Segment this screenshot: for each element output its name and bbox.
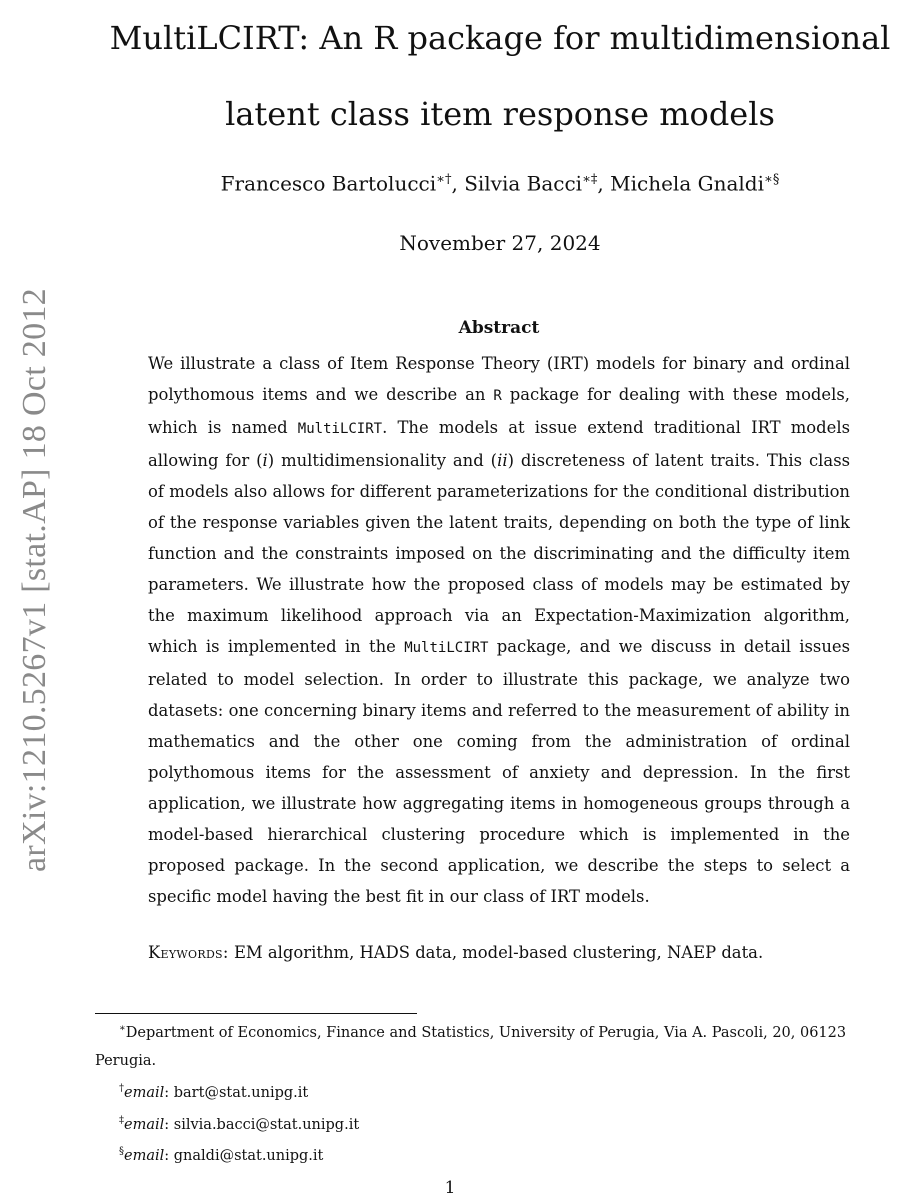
author-separator: , xyxy=(597,171,611,196)
paper-title-line1: MultiLCIRT: An R package for multidimensional xyxy=(109,19,891,57)
abstract-emphasis: i xyxy=(262,451,268,470)
abstract-emphasis: ii xyxy=(497,451,508,470)
author-marks: ∗‡ xyxy=(582,172,598,187)
page-number: 1 xyxy=(444,1178,456,1198)
paper-date: November 27, 2024 xyxy=(399,231,601,255)
footnote-email: §email: gnaldi@stat.unipg.it xyxy=(119,1146,324,1165)
paper-title xyxy=(100,0,900,152)
paper-title-line2: latent class item response models xyxy=(225,95,775,133)
abstract-heading: Abstract xyxy=(458,318,540,338)
abstract-code-r: R xyxy=(493,388,502,404)
footnote-rule xyxy=(95,1013,417,1014)
keyword: EM algorithm xyxy=(233,943,350,962)
footnotes xyxy=(95,1015,900,1170)
keywords-end: . xyxy=(757,943,764,962)
author-marks: ∗§ xyxy=(764,172,780,187)
arxiv-stamp-text: arXiv:1210.5267v1 [stat.AP] 18 Oct 2012 xyxy=(16,288,53,872)
abstract-body xyxy=(148,348,850,912)
keyword: model-based clustering xyxy=(462,943,657,962)
footnote-email: †email: bart@stat.unipg.it xyxy=(119,1082,309,1101)
abstract-text: ) discreteness of latent traits. This class of models also allows for different parameterizations for the conditional distribution of the response variables given the latent traits, depending on both the type of link function and the constraints imposed on the discriminating and the difficulty item parameters. We illustrate how the proposed class of models may be estimated by the maximum likelihood approach via an Expectation-Maximization algorithm, which is implemented in the xyxy=(148,451,851,656)
abstract-code-package: MultiLCIRT xyxy=(297,421,383,437)
abstract-text: package for dealing with these models, which is named xyxy=(148,385,850,437)
keywords xyxy=(148,937,850,968)
author-separator: , xyxy=(451,171,465,196)
abstract-code-package: MultiLCIRT xyxy=(404,640,489,656)
footnote-email: ‡email: silvia.bacci@stat.unipg.it xyxy=(119,1114,360,1133)
keyword-separator: , xyxy=(656,943,667,962)
abstract-text: . The models at issue extend traditional IRT models allowing for ( xyxy=(148,418,850,470)
footnote-affiliation-cont: Perugia. xyxy=(95,1052,157,1069)
abstract-text: package, and we discuss in detail issues related to model selection. In order to illustrate this package, we analyze two datasets: one concerning binary items and referred to the measurement of ability in mathematics and the other one coming from the administration of ordinal polythomous items for the assessment of anxiety and depression. In the first application, we illustrate how aggregating items in homogeneous groups through a model-based hierarchical clustering procedure which is implemented in the proposed package. In the second application, we describe the steps to select a specific model having the best fit in our class of IRT models. xyxy=(148,637,850,906)
author-name: Silvia Bacci xyxy=(464,171,583,196)
author-name: Francesco Bartolucci xyxy=(220,171,437,196)
keyword: HADS data xyxy=(359,943,452,962)
abstract-text: We illustrate a class of Item Response Theory (IRT) models for binary and ordinal polythomous items and we describe an xyxy=(148,354,850,404)
abstract-text: ) multidimensionality and ( xyxy=(267,451,498,470)
keywords-label: Keywords: xyxy=(148,943,229,962)
author-name: Michela Gnaldi xyxy=(610,171,764,196)
author-list xyxy=(100,165,900,199)
keyword-separator: , xyxy=(451,943,463,962)
keyword-separator: , xyxy=(349,943,360,962)
author-marks: ∗† xyxy=(436,172,452,187)
footnote-affiliation: ∗Department of Economics, Finance and Statistics, University of Perugia, Via A. Pascoli, 20, 06123 xyxy=(119,1023,847,1041)
keyword: NAEP data xyxy=(666,943,758,962)
